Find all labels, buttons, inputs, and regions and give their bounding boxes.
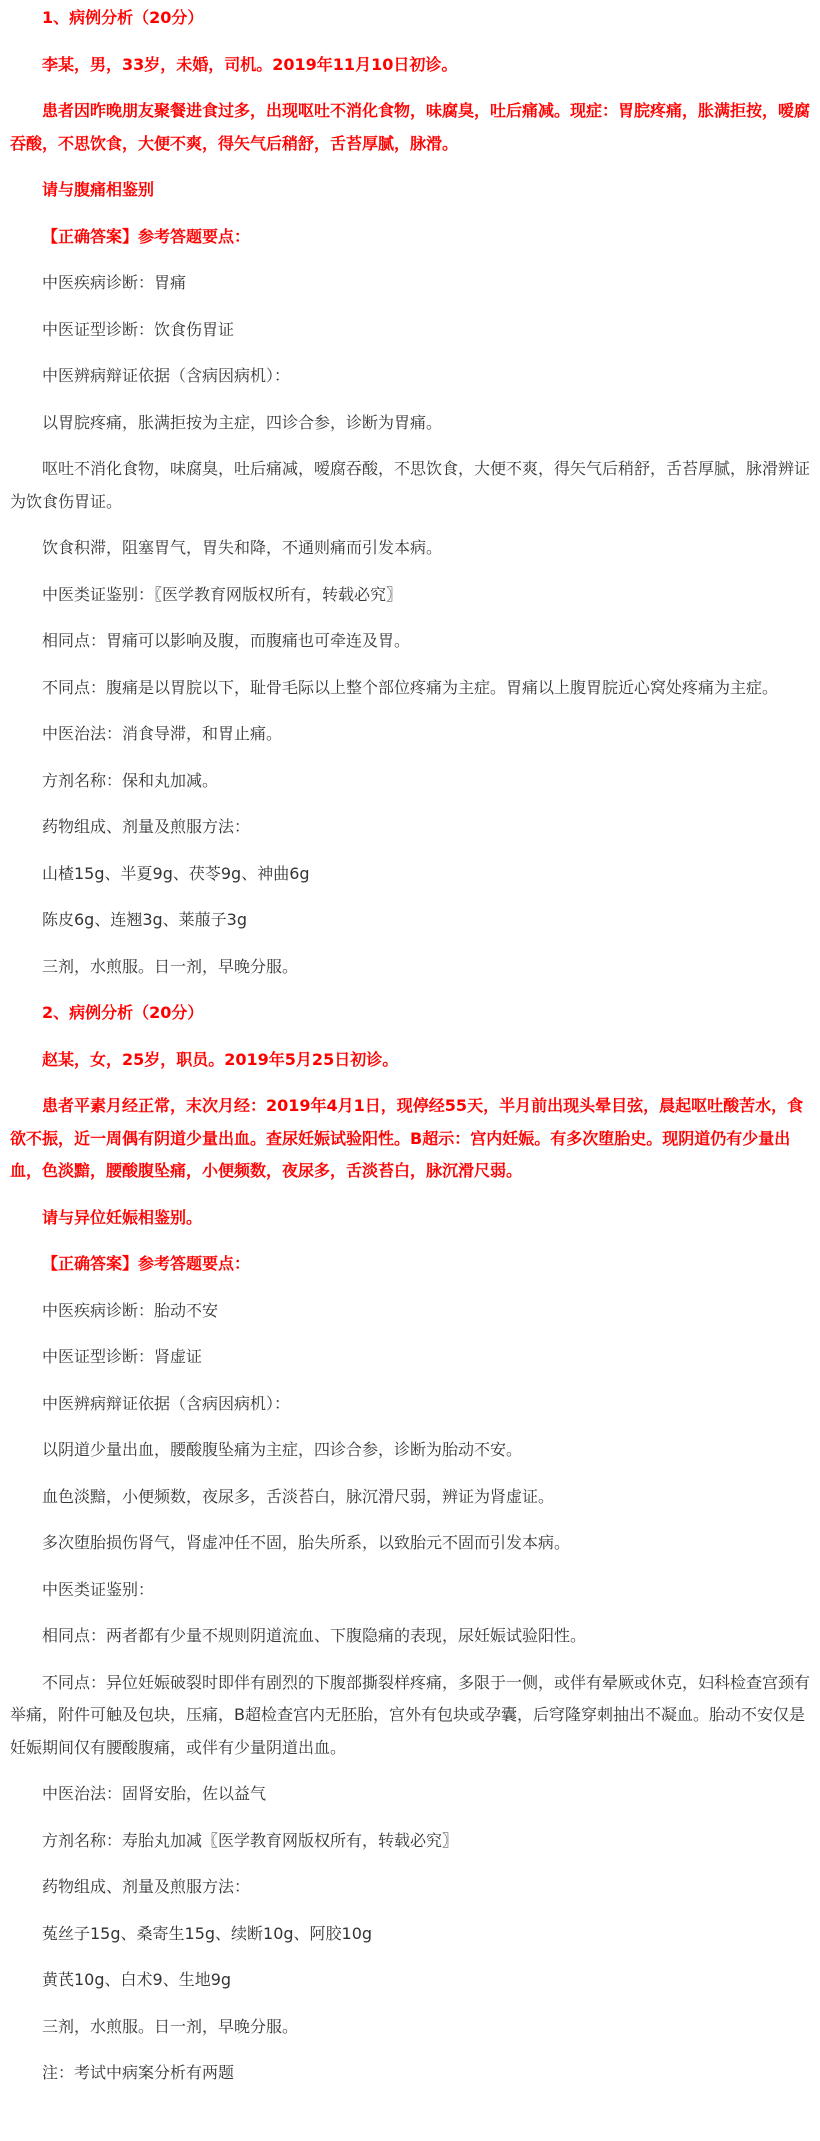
answer-line: 中医疾病诊断：胃痛 bbox=[42, 273, 187, 292]
answer-heading: 【正确答案】参考答题要点： bbox=[42, 1254, 251, 1273]
answer-line: 中医类证鉴别： bbox=[42, 1579, 155, 1599]
answer-line: 药物组成、剂量及煎服方法： bbox=[42, 1877, 251, 1896]
question: 请与腹痛相鉴别 bbox=[42, 180, 155, 199]
answer-line: 以阴道少量出血，腰酸腹坠痛为主症，四诊合参，诊断为胎动不安。 bbox=[42, 1440, 523, 1459]
answer-line: 中医证型诊断：饮食伤胃证 bbox=[42, 319, 235, 339]
answer-line: 以胃脘疼痛，胀满拒按为主症，四诊合参，诊断为胃痛。 bbox=[42, 412, 443, 432]
answer-line: 相同点：两者都有少量不规则阴道流血、下腹隐痛的表现，尿妊娠试验阳性。 bbox=[42, 1626, 587, 1645]
answer-line: 呕吐不消化食物，味腐臭，吐后痛减，嗳腐吞酸，不思饮食，大便不爽，得矢气后稍舒，舌苔厚腻，脉滑辨证为饮食伤胃证。 bbox=[10, 459, 811, 511]
answer-line: 黄芪10g、白术9、生地9g bbox=[42, 1970, 232, 1989]
answer-line: 不同点：异位妊娠破裂时即伴有剧烈的下腹部撕裂样疼痛，多限于一侧，或伴有晕厥或休克，妇科检查宫颈有举痛，附件可触及包块，压痛，B超检查宫内无胚胎，宫外有包块或孕囊，后穹隆穿刺抽出不凝血。胎动不安仅是妊娠期间仅有腰酸腹痛，或伴有少量阴道出血。 bbox=[10, 1672, 811, 1757]
exam-note: 注：考试中病案分析有两题 bbox=[42, 2063, 235, 2082]
answer-line: 饮食积滞，阻塞胃气，胃失和降，不通则痛而引发本病。 bbox=[42, 538, 443, 557]
case-description: 患者平素月经正常，末次月经：2019年4月1日，现停经55天，半月前出现头晕目弦，晨起呕吐酸苦水，食欲不振，近一周偶有阴道少量出血。查尿妊娠试验阳性。B超示：宫内妊娠。有多次堕胎史。现阴道仍有少量出血，色淡黯，腰酸腹坠痛，小便频数，夜尿多，舌淡苔白，脉沉滑尺弱。 bbox=[10, 1096, 804, 1180]
answer-line: 菟丝子15g、桑寄生15g、续断10g、阿胶10g bbox=[42, 1923, 373, 1943]
question: 请与异位妊娠相鉴别。 bbox=[42, 1207, 203, 1227]
answer-line: 中医疾病诊断：胎动不安 bbox=[42, 1300, 219, 1320]
answer-line: 中医类证鉴别：〖医学教育网版权所有，转载必究〗 bbox=[42, 584, 403, 604]
case-section-2 bbox=[10, 997, 810, 2090]
answer-line: 相同点：胃痛可以影响及腹，而腹痛也可牵连及胃。 bbox=[42, 631, 411, 650]
answer-line: 不同点：腹痛是以胃脘以下，耻骨毛际以上整个部位疼痛为主症。胃痛以上腹胃脘近心窝处疼痛为主症。 bbox=[42, 677, 779, 697]
patient-info: 赵某，女，25岁，职员。2019年5月25日初诊。 bbox=[42, 1049, 399, 1069]
case-description: 患者因昨晚朋友聚餐进食过多，出现呕吐不消化食物，味腐臭，吐后痛减。现症：胃脘疼痛，胀满拒按，嗳腐吞酸，不思饮食，大便不爽，得矢气后稍舒，舌苔厚腻，脉滑。 bbox=[10, 101, 811, 153]
answer-line: 山楂15g、半夏9g、茯苓9g、神曲6g bbox=[42, 863, 310, 883]
case-section-1 bbox=[10, 2, 810, 983]
patient-info: 李某，男，33岁，未婚，司机。2019年11月10日初诊。 bbox=[42, 54, 458, 74]
answer-line: 中医治法：固肾安胎，佐以益气 bbox=[42, 1784, 267, 1803]
answer-line: 方剂名称：寿胎丸加减〖医学教育网版权所有，转载必究〗 bbox=[42, 1830, 459, 1850]
answer-line: 药物组成、剂量及煎服方法： bbox=[42, 817, 251, 836]
answer-line: 三剂，水煎服。日一剂，早晚分服。 bbox=[42, 956, 299, 976]
case-title: 1、病例分析（20分） bbox=[42, 8, 204, 27]
case-title: 2、病例分析（20分） bbox=[42, 1003, 204, 1022]
answer-line: 中医治法：消食导滞，和胃止痛。 bbox=[42, 724, 283, 743]
answer-line: 多次堕胎损伤肾气，肾虚冲任不固，胎失所系，以致胎元不固而引发本病。 bbox=[42, 1533, 571, 1552]
answer-line: 中医辨病辩证依据（含病因病机）： bbox=[42, 1393, 291, 1413]
answer-line: 中医证型诊断：肾虚证 bbox=[42, 1347, 203, 1366]
answer-heading: 【正确答案】参考答题要点： bbox=[42, 226, 251, 246]
answer-line: 中医辨病辩证依据（含病因病机）： bbox=[42, 366, 291, 385]
answer-line: 方剂名称：保和丸加减。 bbox=[42, 770, 219, 790]
answer-line: 血色淡黯，小便频数，夜尿多，舌淡苔白，脉沉滑尺弱，辨证为肾虚证。 bbox=[42, 1486, 555, 1506]
answer-line: 三剂，水煎服。日一剂，早晚分服。 bbox=[42, 2016, 299, 2036]
answer-line: 陈皮6g、连翘3g、莱菔子3g bbox=[42, 910, 248, 929]
